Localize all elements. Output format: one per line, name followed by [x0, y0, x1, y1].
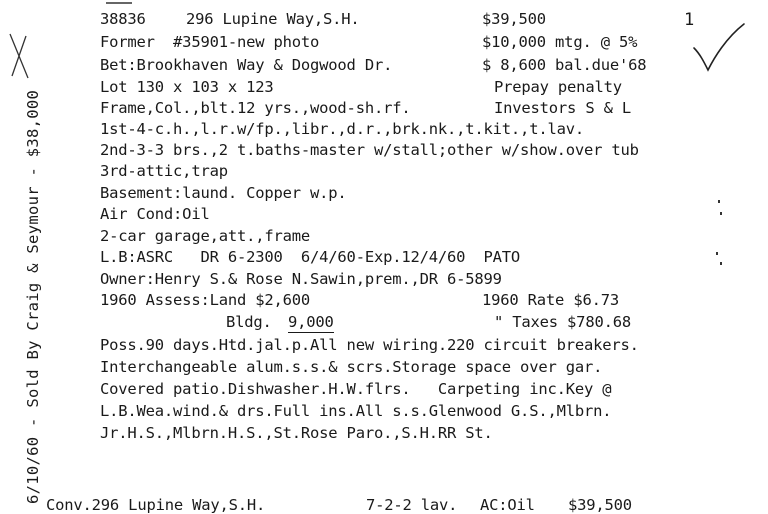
footer-price: $39,500	[568, 496, 632, 514]
assessment-land: 1960 Assess:Land $2,600	[100, 291, 311, 309]
remarks-line: Covered patio.Dishwasher.H.W.flrs. Carpeting inc.Key @	[100, 380, 612, 398]
taxes: " Taxes $780.68	[494, 313, 631, 331]
ink-speck	[720, 262, 722, 265]
lot-size: Lot 130 x 103 x 123	[100, 78, 274, 96]
remarks-line: Interchangeable alum.s.s.& scrs.Storage space over gar.	[100, 358, 603, 376]
remarks-line: Jr.H.S.,Mlbrn.H.S.,St.Rose Paro.,S.H.RR St.	[100, 424, 493, 442]
between-streets: Bet:Brookhaven Way & Dogwood Dr.	[100, 56, 393, 74]
listing-number: 38836	[100, 10, 146, 28]
garage: 2-car garage,att.,frame	[100, 227, 311, 245]
page-number: 1	[684, 10, 695, 30]
second-floor: 2nd-3-3 brs.,2 t.baths-master w/stall;other w/show.over tub	[100, 141, 639, 159]
prepay-penalty: Prepay penalty	[494, 78, 622, 96]
basement: Basement:laund. Copper w.p.	[100, 184, 347, 202]
ink-speck	[718, 200, 720, 203]
building-assessment: 9,000	[288, 313, 334, 331]
strike-mark	[4, 28, 34, 88]
checkmark-icon	[690, 20, 750, 80]
tax-rate: 1960 Rate $6.73	[482, 291, 619, 309]
listing-broker: L.B:ASRC DR 6-2300 6/4/60-Exp.12/4/60 PATO	[100, 248, 521, 266]
footer-ac: AC:Oil	[480, 496, 535, 514]
remarks-line: L.B.Wea.wind.& drs.Full ins.All s.s.Glenwood G.S.,Mlbrn.	[100, 402, 612, 420]
third-floor: 3rd-attic,trap	[100, 162, 228, 180]
address: 296 Lupine Way,S.H.	[186, 10, 360, 28]
footer-address: Conv.296 Lupine Way,S.H.	[46, 496, 266, 514]
first-floor: 1st-4-c.h.,l.r.w/fp.,libr.,d.r.,brk.nk.,t.kit.,t.lav.	[100, 120, 584, 138]
owner: Owner:Henry S.& Rose N.Sawin,prem.,DR 6-5899	[100, 270, 502, 288]
ink-speck	[106, 2, 132, 4]
mortgage: $10,000 mtg. @ 5%	[482, 33, 638, 51]
ink-speck	[720, 212, 722, 215]
price: $39,500	[482, 10, 546, 28]
balance: $ 8,600 bal.due'68	[482, 56, 647, 74]
former-listing: Former #35901-new photo	[100, 33, 320, 51]
construction: Frame,Col.,blt.12 yrs.,wood-sh.rf.	[100, 99, 411, 117]
building-label: Bldg.	[226, 313, 272, 331]
footer-rooms: 7-2-2 lav.	[366, 496, 458, 514]
lender: Investors S & L	[494, 99, 631, 117]
remarks-line: Poss.90 days.Htd.jal.p.All new wiring.220 circuit breakers.	[100, 336, 639, 354]
sold-note: 6/10/60 - Sold By Craig & Seymour - $38,000	[24, 89, 42, 504]
ink-speck	[716, 252, 718, 255]
air-conditioning: Air Cond:Oil	[100, 205, 210, 223]
